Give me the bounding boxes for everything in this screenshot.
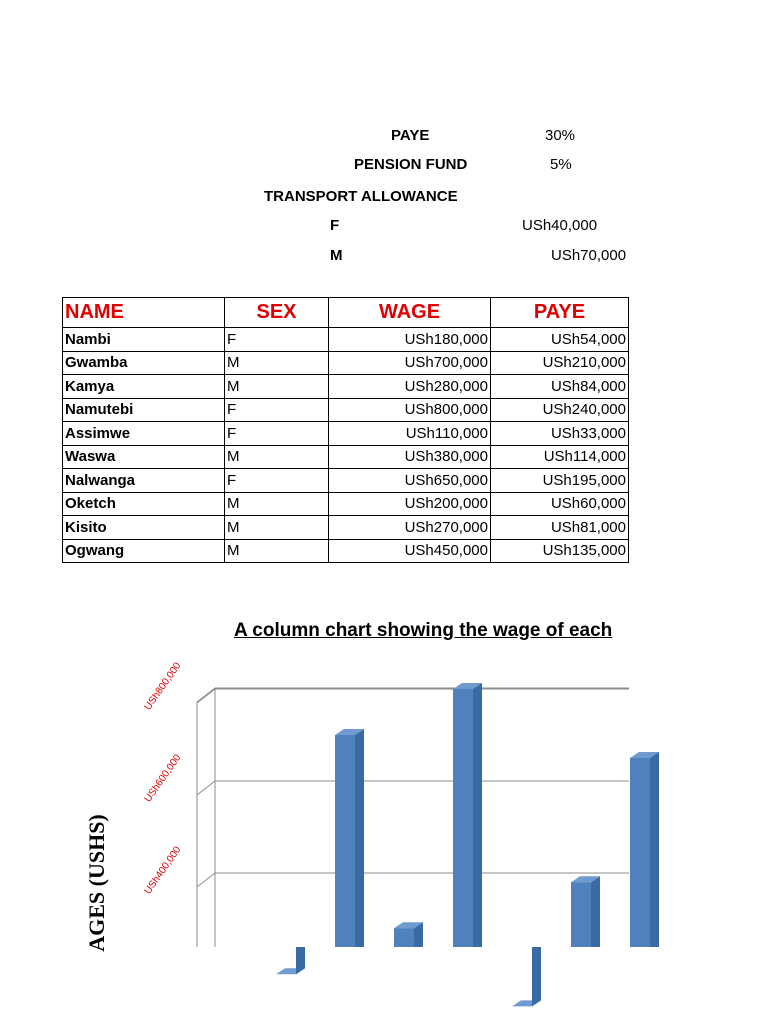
cell-paye: USh195,000 [491,469,629,493]
cell-name: Ogwang [63,539,225,563]
transport-f-value: USh40,000 [522,217,598,234]
transport-f-label: F [330,217,340,234]
transport-m-value: USh70,000 [551,247,627,264]
bar [571,882,591,947]
cell-wage: USh800,000 [329,398,491,422]
cell-name: Assimwe [63,422,225,446]
bar [335,735,355,947]
cell-sex: F [225,398,329,422]
cell-paye: USh84,000 [491,375,629,399]
cell-name: Nalwanga [63,469,225,493]
gridline-side [197,689,215,703]
bar [394,928,414,947]
transport-m-label: M [330,247,343,264]
transport-label: TRANSPORT ALLOWANCE [264,188,458,205]
cell-wage: USh200,000 [329,492,491,516]
paye-value: 30% [545,127,576,144]
y-tick-label: USh600,000 [142,752,184,805]
cell-paye: USh210,000 [491,351,629,375]
bar [453,689,473,947]
cell-paye: USh240,000 [491,398,629,422]
cell-name: Waswa [63,445,225,469]
cell-name: Kamya [63,375,225,399]
cell-name: Oketch [63,492,225,516]
chart-title: A column chart showing the wage of each [234,620,613,641]
paye-label: PAYE [391,127,430,144]
y-tick-label: USh800,000 [142,660,184,713]
chart-y-axis-label: AGES (USHS) [84,814,109,952]
chart-axis-connector [197,688,215,702]
cell-wage: USh180,000 [329,328,491,352]
bar-side [296,947,305,974]
cell-name: Kisito [63,516,225,540]
cell-wage: USh110,000 [329,422,491,446]
cell-wage: USh270,000 [329,516,491,540]
gridline-side [197,781,215,795]
cell-paye: USh54,000 [491,328,629,352]
header-name: NAME [63,298,225,328]
cell-sex: M [225,445,329,469]
cell-sex: M [225,539,329,563]
cell-paye: USh135,000 [491,539,629,563]
cell-paye: USh60,000 [491,492,629,516]
cell-sex: F [225,469,329,493]
bar [630,758,650,947]
header-wage: WAGE [329,298,491,328]
cell-wage: USh650,000 [329,469,491,493]
header-sex: SEX [225,298,329,328]
cell-wage: USh450,000 [329,539,491,563]
y-tick-label: USh400,000 [142,844,184,897]
cell-wage: USh700,000 [329,351,491,375]
cell-name: Namutebi [63,398,225,422]
cell-name: Gwamba [63,351,225,375]
cell-sex: F [225,422,329,446]
bar-side [650,752,659,947]
cell-sex: M [225,492,329,516]
cell-sex: M [225,351,329,375]
cell-sex: M [225,375,329,399]
cell-paye: USh33,000 [491,422,629,446]
pension-label: PENSION FUND [354,156,468,173]
bar-side [591,876,600,947]
cell-paye: USh114,000 [491,445,629,469]
pension-value: 5% [550,156,572,173]
cell-sex: F [225,328,329,352]
cell-wage: USh280,000 [329,375,491,399]
header-paye: PAYE [491,298,629,328]
bar-side [355,729,364,947]
bar-side [473,683,482,947]
cell-sex: M [225,516,329,540]
cell-paye: USh81,000 [491,516,629,540]
gridline-side [197,873,215,887]
cell-wage: USh380,000 [329,445,491,469]
cell-name: Nambi [63,328,225,352]
bar-side [532,947,541,1006]
